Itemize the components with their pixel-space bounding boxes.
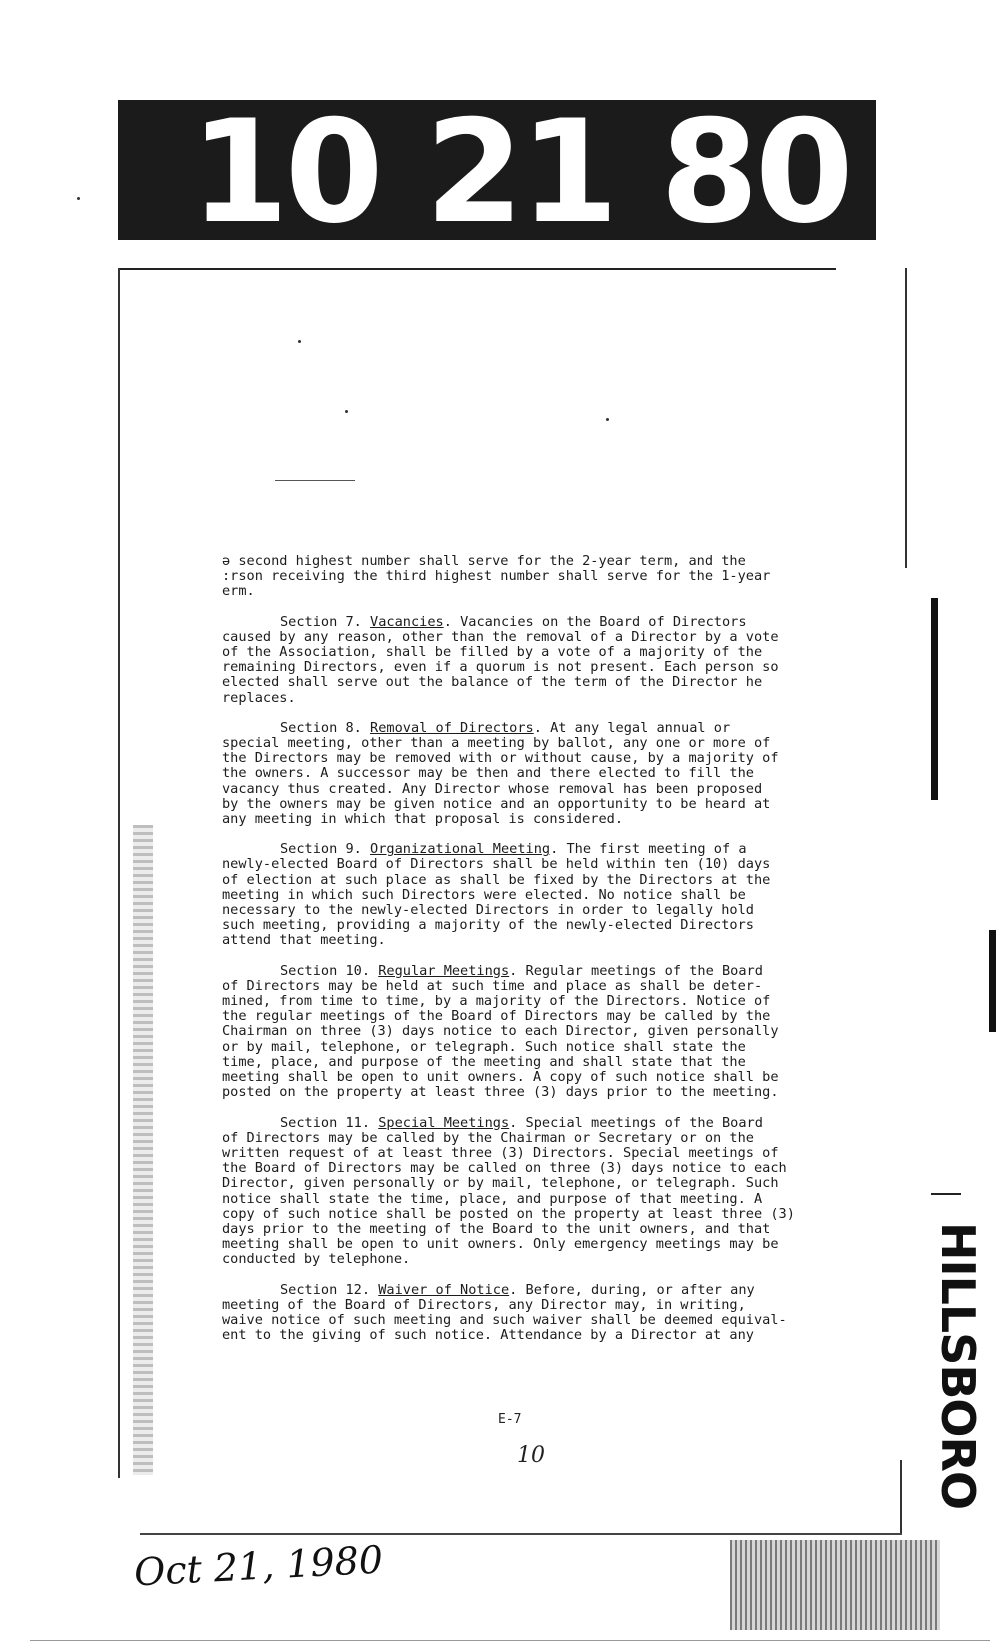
text-line: conducted by telephone. [222,1251,411,1268]
scan-edge-noise [133,825,153,1475]
section-number: Section 9. [280,841,371,858]
frame-left-rule [118,268,120,1478]
text-line: any meeting in which that proposal is considered. [222,811,624,828]
text-line: such meeting, providing a majority of the newly-elected Directors [222,917,754,934]
frame-top-rule [118,268,836,270]
section-heading: Organizational Meeting [370,841,551,858]
text-line: waive notice of such meeting and such waiver shall be deemed equival- [222,1311,787,1328]
section-first-line [222,1283,822,1298]
text-line: caused by any reason, other than the removal of a Director by a vote [222,628,779,645]
section-heading: Removal of Directors [370,719,534,736]
section-heading: Regular Meetings [378,962,510,979]
text-line: Director, given personally or by mail, telephone, or telegraph. Such [222,1175,779,1192]
paragraph [222,842,822,948]
text-line: mined, from time to time, by a majority of the Directors. Notice of [222,993,771,1010]
section-text: . Before, during, or after any [509,1281,755,1298]
text-line: copy of such notice shall be posted on the property at least three (3) [222,1205,795,1222]
text-line: the owners. A successor may be then and there elected to fill the [222,765,754,782]
hillsboro-stamp: HILLSBORO [931,1222,985,1510]
margin-bar [931,598,938,800]
text-line: the regular meetings of the Board of Directors may be called by the [222,1008,771,1025]
text-line: of election at such place as shall be fixed by the Directors at the [222,871,771,888]
section-text: . At any legal annual or [533,719,731,736]
scan-speck [298,340,301,343]
document-body [222,554,822,1358]
section-first-line [222,842,822,857]
text-line: written request of at least three (3) Directors. Special meetings of [222,1144,779,1161]
scan-speck [345,410,348,413]
paragraph [222,721,822,827]
paragraph [222,964,822,1101]
date-stamp-text: 10 21 80 [190,90,850,255]
paragraph [222,615,822,706]
text-line: or by mail, telephone, or telegraph. Such notice shall state the [222,1038,746,1055]
text-line: Chairman on three (3) days notice to each Director, given personally [222,1023,779,1040]
text-line: time, place, and purpose of the meeting and shall state that the [222,1053,746,1070]
text-line: the Directors may be removed with or without cause, by a majority of [222,750,779,767]
scan-smudge [730,1540,940,1630]
paragraph [222,1283,822,1344]
text-line: ent to the giving of such notice. Attendance by a Director at any [222,1327,754,1344]
text-line: of the Association, shall be filled by a vote of a majority of the [222,644,763,661]
text-line: attend that meeting. [222,932,386,949]
frame-right-rule [905,268,907,568]
scan-speck [606,418,609,421]
frame-bottom-rule [140,1533,902,1535]
frame-right-lower-rule [900,1460,902,1535]
section-first-line [222,1116,822,1131]
text-line: necessary to the newly-elected Directors in order to legally hold [222,902,754,919]
text-line: of Directors may be held at such time and place as shall be deter- [222,977,763,994]
text-line: erm. [222,583,255,600]
section-first-line [222,721,822,736]
scan-speck [77,197,80,200]
text-line: meeting in which such Directors were elected. No notice shall be [222,886,746,903]
margin-bar [989,930,996,1032]
text-line: elected shall serve out the balance of the term of the Director he [222,674,763,691]
text-line: newly-elected Board of Directors shall be held within ten (10) days [222,856,771,873]
section-number: Section 10. [280,962,379,979]
text-line: replaces. [222,689,296,706]
section-first-line [222,964,822,979]
text-line: ə second highest number shall serve for the 2-year term, and the [222,553,746,569]
text-line: meeting of the Board of Directors, any Director may, in writing, [222,1296,746,1313]
text-line: meeting shall be open to unit owners. A copy of such notice shall be [222,1069,779,1086]
section-number: Section 12. [280,1281,379,1298]
margin-rule [931,1193,961,1195]
text-line: vacancy thus created. Any Director whose removal has been proposed [222,780,763,797]
scan-bottom-line [30,1640,990,1641]
text-line: :rson receiving the third highest number shall serve for the 1-year [222,568,771,585]
text-line: of Directors may be called by the Chairman or Secretary or on the [222,1129,754,1146]
section-first-line [222,615,822,630]
section-number: Section 7. [280,613,371,630]
text-line: by the owners may be given notice and an opportunity to be heard at [222,795,771,812]
section-heading: Waiver of Notice [378,1281,510,1298]
text-line: notice shall state the time, place, and purpose of that meeting. A [222,1190,763,1207]
section-number: Section 8. [280,719,371,736]
section-text: . Vacancies on the Board of Directors [443,613,747,630]
text-line: days prior to the meeting of the Board to the unit owners, and that [222,1220,771,1237]
section-text: . Regular meetings of the Board [509,962,763,979]
paragraph [222,1116,822,1268]
section-text: . The first meeting of a [550,841,747,858]
section-number: Section 11. [280,1114,379,1131]
text-line: special meeting, other than a meeting by ballot, any one or more of [222,735,771,752]
text-line: remaining Directors, even if a quorum is not present. Each person so [222,659,779,676]
page-label: E-7 [498,1412,522,1427]
faint-rule [275,480,355,481]
text-line: posted on the property at least three (3) days prior to the meeting. [222,1084,779,1101]
text-line: meeting shall be open to unit owners. Only emergency meetings may be [222,1236,779,1253]
handwritten-date: Oct 21, 1980 [133,1537,384,1595]
handwritten-number: 10 [517,1443,545,1468]
section-text: . Special meetings of the Board [509,1114,763,1131]
paragraph [222,554,822,600]
section-heading: Special Meetings [378,1114,510,1131]
text-line: the Board of Directors may be called on three (3) days notice to each [222,1160,787,1177]
section-heading: Vacancies [370,613,444,630]
